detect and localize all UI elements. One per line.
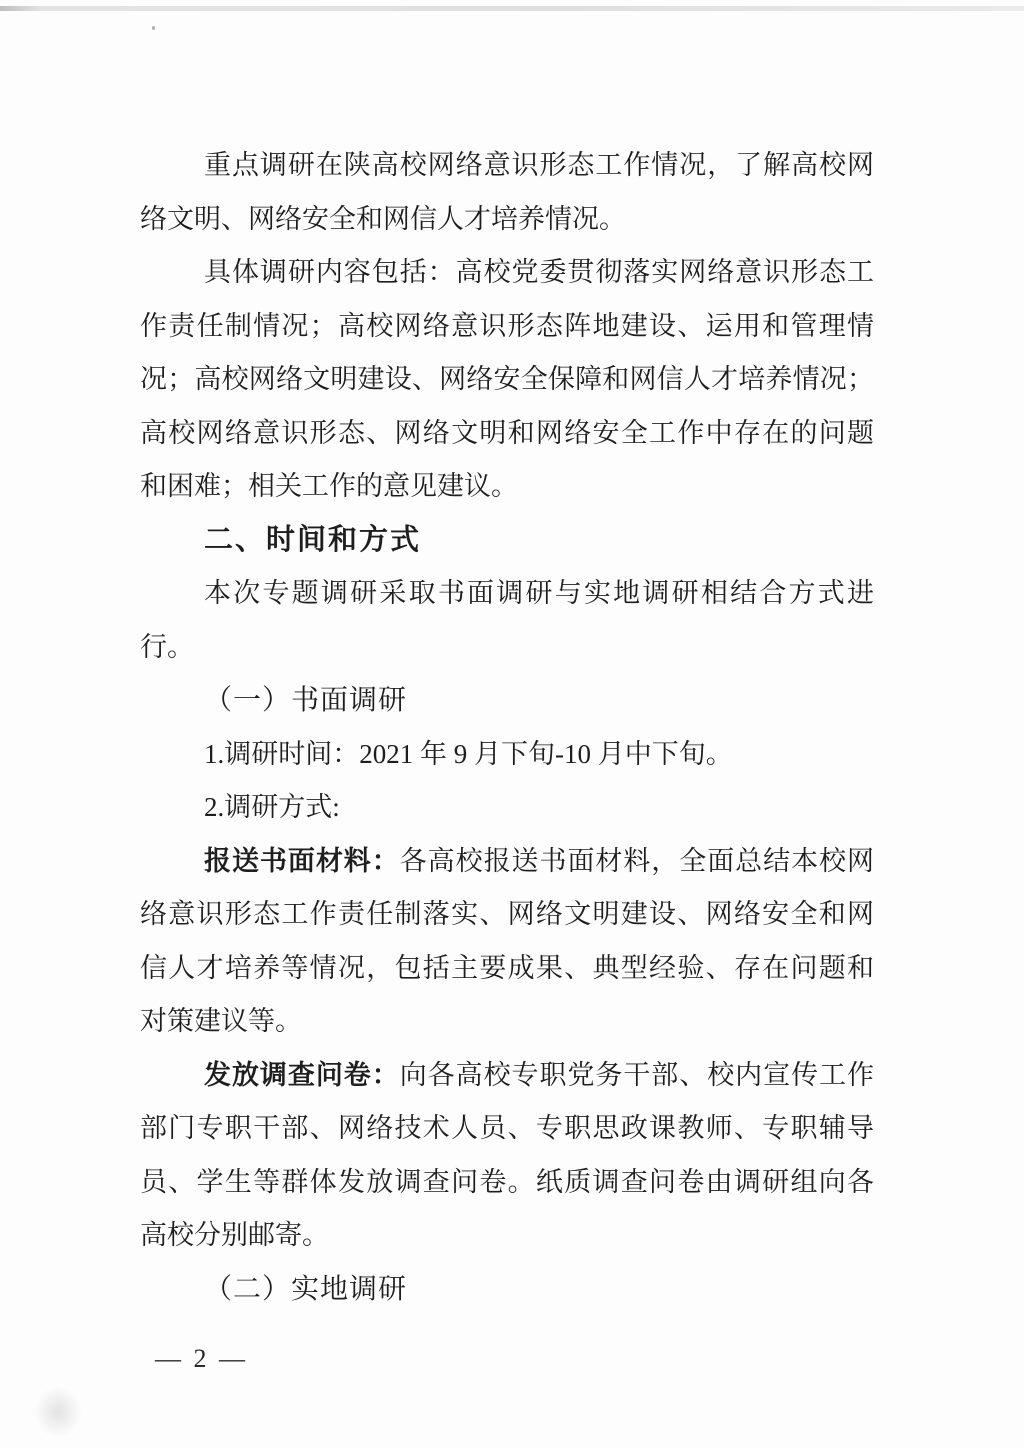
body-line-research-method: 2.调研方式: [204,792,340,822]
body-line-research-time: 1.调研时间：2021 年 9 月下旬-10 月中下旬。 [204,738,733,769]
section-heading-time-and-method: 二、时间和方式 [204,523,422,556]
body-line-text: 向各高校专职党务干部、校内宣传工作 [399,1059,874,1090]
page-number: — 2 — [155,1344,248,1373]
body-line: 络文明、网络安全和网信人才培养情况。 [140,203,626,234]
body-line: 作责任制情况；高校网络意识形态阵地建设、运用和管理情 [140,310,874,341]
body-line: 信人才培养等情况，包括主要成果、典型经验、存在问题和 [140,952,874,983]
body-line: 员、学生等群体发放调查问卷。纸质调查问卷由调研组向各 [140,1166,874,1197]
body-line: 络意识形态工作责任制落实、网络文明建设、网络安全和网 [140,899,874,929]
bold-label-submit-materials: 报送书面材料： [204,845,400,876]
body-line: 行。 [140,631,194,662]
scan-artifact-top-streak [0,6,1024,11]
body-line: 重点调研在陕高校网络意识形态工作情况，了解高校网 [204,150,874,180]
body-line: 部门专职干部、网络技术人员、专职思政课教师、专职辅导 [140,1113,874,1143]
document-body [140,139,874,1316]
subheading-written-research: （一）书面调研 [204,685,408,716]
body-line [140,835,874,889]
body-line: 对策建议等。 [140,1006,302,1036]
body-line: 高校分别邮寄。 [140,1220,329,1250]
body-line [140,1049,874,1103]
body-line: 具体调研内容包括：高校党委贯彻落实网络意识形态工 [204,257,874,287]
bold-label-questionnaire: 发放调查问卷： [204,1059,400,1090]
body-line: 况；高校网络文明建设、网络安全保障和网信人才培养情况； [140,364,874,394]
body-line: 高校网络意识形态、网络文明和网络安全工作中存在的问题 [140,417,874,448]
subheading-field-research: （二）实地调研 [204,1273,408,1305]
scan-artifact-smudge [34,1386,82,1438]
body-line: 本次专题调研采取书面调研与实地调研相结合方式进 [204,578,874,608]
body-line: 和困难；相关工作的意见建议。 [140,471,518,501]
scan-artifact-speck [152,26,155,30]
body-line-text: 各高校报送书面材料，全面总结本校网 [399,845,874,876]
